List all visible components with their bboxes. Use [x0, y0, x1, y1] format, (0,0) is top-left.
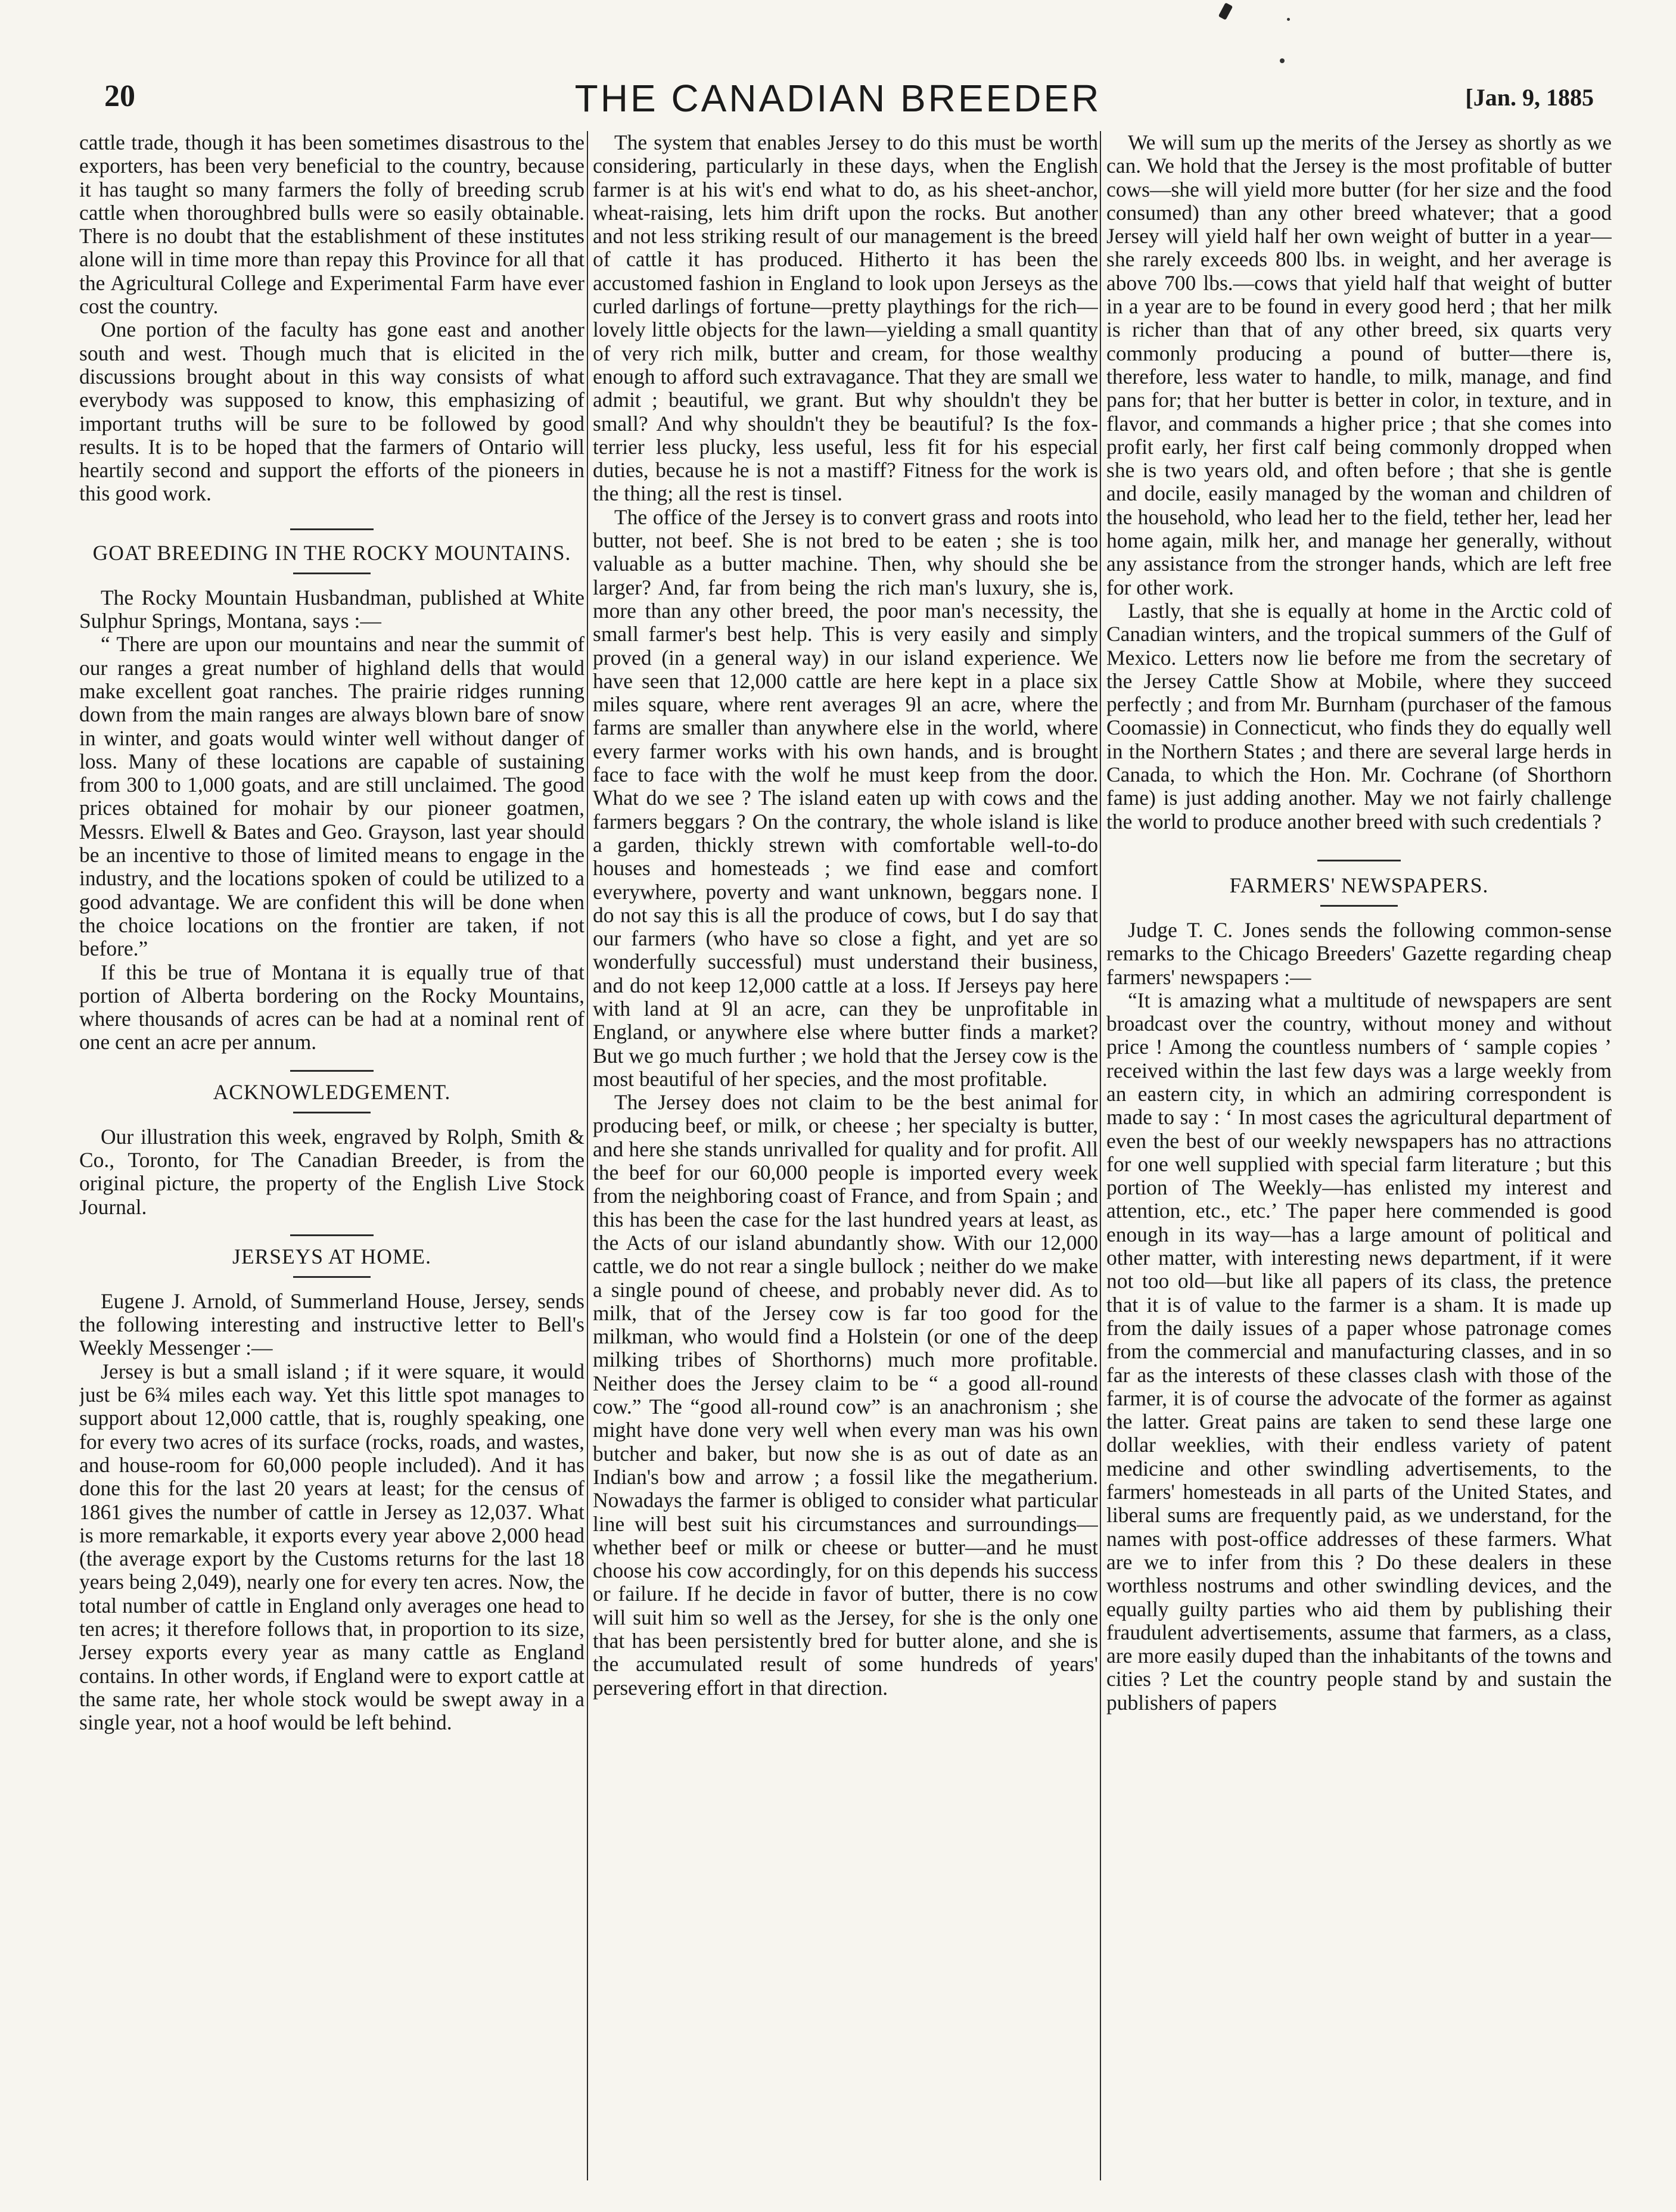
article-paragraph: cattle trade, though it has been sometimes disastrous to the exporters, has been very beneficial to the country, because it has taught so many farmers the folly of breeding scrub cattle when thoroughbred bulls were so easily obtainable. There is no doubt that the establishment of these institutes alone will in time more than repay this Province for all that the Agricultural College and Experimental Farm have ever cost the country. — [79, 131, 584, 319]
article-paragraph: The Jersey does not claim to be the best animal for producing beef, or milk, or cheese ; her specialty is butter, and here she stands unrivalled for quality and for profit. All the beef for our 60,000 people is imported every week from the neighboring coast of France, and from Spain ; and this has been the case for the last hundred years at least, as the Acts of our island abundantly show. With our 12,000 cattle, we do not rear a single bullock ; neither do we make a single pound of cheese, and probably never did. As to milk, that of the Jersey cow is far too good for the milkman, who would find a Holstein (or one of the deep milking tribes of Shorthorns) much more profitable. Neither does the Jersey claim to be “ a good all-round cow.” The “good all-round cow” is an anachronism ; she might have done very well when every man was his own butcher and baker, but now she is as out of date as an Indian's bow and arrow ; a fossil like the megatherium. Nowadays the farmer is obliged to consider what particular line will best suit his circumstances and surroundings—whether beef or milk or cheese or butter—and he must choose his cow accordingly, for on this depends his success or failure. If he decide in favor of butter, there is no cow will suit him so well as the Jersey, for she is the only one that has been persistently bred for butter alone, and she is the accumulated result of some hundreds of years' persevering effort in that direction. — [593, 1090, 1098, 1700]
ink-dot — [1287, 18, 1290, 21]
section-rule — [290, 1070, 374, 1072]
column-1 — [79, 131, 584, 2192]
article-paragraph: “It is amazing what a multitude of newspapers are sent broadcast over the country, without money and without price ! Among the countless numbers of ‘ sample copies ’ received within the last few days was a large weekly from an eastern city, in which an admiring correspondent is made to say : ‘ In most cases the agricultural department of even the best of our weekly newspapers has no attractions for one well supplied with special farm literature ; but this portion of The Weekly—has enlisted my interest and attention, etc., etc.’ The paper here commended is good enough in its way—has a large amount of political and other matter, with interesting news department, if it were not too old—but like all papers of its class, the pretence that it is of value to the farmer is a sham. It is made up from the daily issues of a paper whose patronage comes from the commercial and manufacturing classes, and in so far as the interests of these classes clash with those of the farmer, it is of course the advocate of the former as against the latter. Great pains are taken to send these large one dollar weeklies, with their endless variety of patent medicine and other swindling advertisements, to the farmers' homesteads in all parts of the United States, and liberal sums are frequently paid, as we understand, for the names with post-office addresses of these farmers. What are we to infer from this ? Do these dealers in these worthless nostrums and other swindling devices, and the equally guilty parties who aid them by publishing their fraudulent advertisements, assume that farmers, as a class, are more easily duped than the inhabitants of the towns and cities ? Let the country people stand by and sustain the publishers of papers — [1106, 988, 1612, 1715]
article-paragraph: Lastly, that she is equally at home in the Arctic cold of Canadian winters, and the tropical summers of the Gulf of Mexico. Letters now lie before me from the secretary of the Jersey Cattle Show at Mobile, where they succeed perfectly ; and from Mr. Burnham (purchaser of the famous Coomassie) in Connecticut, who finds they do equally well in the Northern States ; and there are several large herds in Canada, to which the Hon. Mr. Cochrane (of Shorthorn fame) is just adding another. May we not fairly challenge the world to produce another breed with such credentials ? — [1106, 598, 1612, 833]
column-divider — [1100, 131, 1101, 2180]
masthead — [0, 0, 1676, 137]
article-paragraph: One portion of the faculty has gone east and another south and west. Though much that is elicited in the discussions brought about in this way consists of what everybody was supposed to know, this emphasizing of important truths will be sure to be followed by good results. It is to be hoped that the farmers of Ontario will heartily second and support the efforts of the pioneers in this good work. — [79, 318, 584, 506]
section-rule — [290, 528, 374, 530]
ink-dot — [1280, 58, 1285, 63]
headline-acknowledgement: ACKNOWLEDGEMENT. — [213, 1079, 451, 1104]
headline-rule — [293, 573, 371, 574]
article-paragraph: Our illustration this week, engraved by Rolph, Smith & Co., Toronto, for The Canadian Breeder, is from the original picture, the property of the English Live Stock Journal. — [79, 1124, 584, 1219]
column-3 — [1106, 131, 1612, 2192]
headline-jerseys-at-home: JERSEYS AT HOME. — [232, 1244, 431, 1268]
headline-rule — [1320, 905, 1398, 907]
headline-farmers-newspapers: FARMERS' NEWSPAPERS. — [1229, 873, 1489, 897]
headline-rule — [293, 1276, 371, 1278]
article-paragraph: Judge T. C. Jones sends the following common-sense remarks to the Chicago Breeders' Gazette regarding cheap farmers' newspapers :— — [1106, 917, 1612, 989]
issue-date: [Jan. 9, 1885 — [1465, 84, 1594, 111]
article-paragraph: The office of the Jersey is to convert grass and roots into butter, not beef. She is not bred to be eaten ; she is too valuable as a butter machine. Then, why should she be larger? And, far from being the rich man's luxury, she is, more than any other breed, the poor man's necessity, the small farmer's best help. This is very easily and simply proved (in a general way) in our island experience. We have seen that 12,000 cattle are here kept in a place six miles square, where rent averages 9l an acre, where the farms are smaller than anywhere else in the world, where every farmer works with his own hands, and is brought face to face with the wolf he must keep from the door. What do we see ? The island eaten up with cows and the farmers beggars ? On the contrary, the whole island is like a garden, thickly strewn with comfortable well-to-do houses and homesteads ; we find ease and comfort everywhere, poverty and want unknown, beggars none. I do not say this is all the produce of cows, but I do say that our farmers (who have so close a fight, and yet are so wonderfully successful) must understand their business, and do not keep 12,000 cattle at a loss. If Jerseys pay here with land at 9l an acre, can they be unprofitable in England, or anywhere else where butter finds a market? But we go much further ; we hold that the Jersey cow is the most beautiful of her species, and the most profitable. — [593, 505, 1098, 1091]
article-paragraph: Eugene J. Arnold, of Summerland House, Jersey, sends the following interesting and instructive letter to Bell's Weekly Messenger :— — [79, 1289, 584, 1360]
headline-goat-breeding: GOAT BREEDING IN THE ROCKY MOUNTAINS. — [92, 540, 571, 565]
article-paragraph: The Rocky Mountain Husbandman, published at White Sulphur Springs, Montana, says :— — [79, 585, 584, 633]
column-divider — [587, 131, 588, 2180]
article-paragraph: The system that enables Jersey to do this must be worth considering, particularly in these days, when the English farmer is at his wit's end what to do, as his sheet-anchor, wheat-raising, lets him drift upon the rocks. But another and not less striking result of our management is the breed of cattle it has produced. Hitherto it has been the accustomed fashion in England to look upon Jerseys as the curled darlings of fortune—pretty playthings for the rich—lovely little objects for the lawn—yielding a small quantity of very rich milk, butter and cream, for those wealthy enough to afford such extravagance. That they are small we admit ; beautiful, we grant. But why shouldn't they be small? And why shouldn't they be beautiful? Is the fox-terrier less plucky, less useful, less fit for his especial duties, because he is not a mastiff? Fitness for the work is the thing; all the rest is tinsel. — [593, 131, 1098, 506]
section-rule — [1317, 860, 1401, 861]
article-paragraph: We will sum up the merits of the Jersey as shortly as we can. We hold that the Jersey is the most profitable of butter cows—she will yield more butter (for her size and the food consumed) than any other breed whatever; that a good Jersey will yield half her own weight of butter in a year—she rarely exceeds 800 lbs. in weight, and her average is above 700 lbs.—cows that yield half that weight of butter in a year are to be found in every good herd ; that her milk is richer than that of any other breed, six quarts very commonly producing a pound of butter—there is, therefore, less water to handle, to milk, manage, and find pans for; that her butter is better in color, in texture, and in flavor, and commands a higher price ; that she comes into profit early, her first calf being commonly dropped when she is two years old, and often before ; that she is gentle and docile, easily managed by the woman and children of the household, who lead her to the field, tether her, lead her home again, milk her, and manage her generally, without any assistance from the stronger hands, which are left free for other work. — [1106, 131, 1612, 599]
column-2 — [593, 131, 1098, 2192]
page-number: 20 — [104, 79, 135, 113]
ink-mark — [1218, 2, 1233, 20]
article-paragraph: Jersey is but a small island ; if it were square, it would just be 6¾ miles each way. Yet this little spot manages to support about 12,000 cattle, that is, roughly speaking, one for every two acres of its surface (rocks, roads, and wastes, and house-room for 60,000 people included). And it has done this for the last 20 years at least; for the census of 1861 gives the number of cattle in Jersey as 12,037. What is more remarkable, it exports every year above 2,000 head (the average export by the Customs returns for the last 18 years being 2,049), nearly one for every ten acres. Now, the total number of cattle in England only averages one head to ten acres; it therefore follows that, in proportion to its size, Jersey exports every year as many cattle as England contains. In other words, if England were to export cattle at the same rate, her whole stock would be swept away in a single year, not a hoof would be left behind. — [79, 1359, 584, 1735]
section-rule — [290, 1234, 374, 1236]
newspaper-title: THE CANADIAN BREEDER — [574, 77, 1102, 120]
headline-rule — [293, 1112, 371, 1113]
article-paragraph: “ There are upon our mountains and near the summit of our ranges a great number of highland dells that would make excellent goat ranches. The prairie ridges running down from the main ranges are always blown bare of snow in winter, and goats would winter well without danger of loss. Many of these locations are capable of sustaining from 300 to 1,000 goats, and are still unclaimed. The good prices obtained for mohair by our pioneer goatmen, Messrs. Elwell & Bates and Geo. Grayson, last year should be an incentive to those of limited means to engage in the industry, and the locations spoken of could be utilized to a good advantage. We are confident this will be done when the choice locations on the frontier are taken, if not before.” — [79, 632, 584, 961]
article-paragraph: If this be true of Montana it is equally true of that portion of Alberta bordering on the Rocky Mountains, where thousands of acres can be had at a nominal rent of one cent an acre per annum. — [79, 960, 584, 1054]
